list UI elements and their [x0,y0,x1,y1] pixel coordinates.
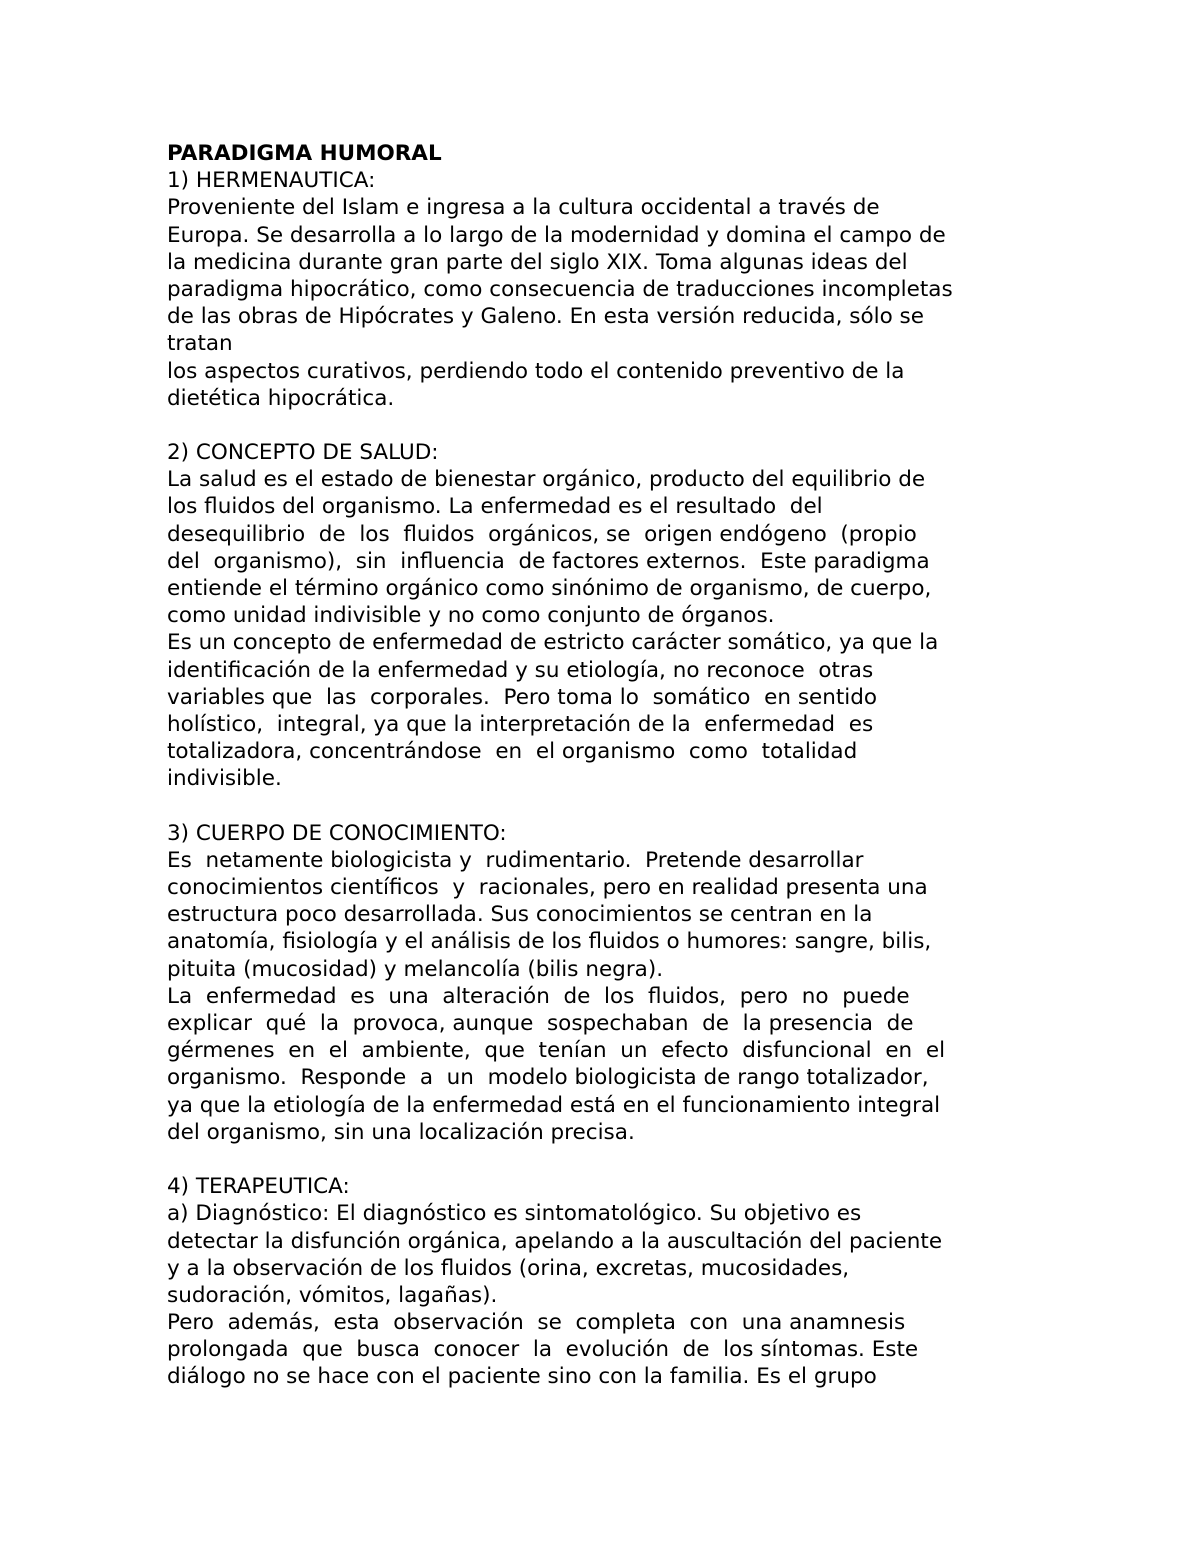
text-line: gérmenes en el ambiente, que tenían un efecto disfuncional en el [167,1038,946,1064]
text-line: conocimientos científicos y racionales, pero en realidad presenta una [167,875,928,901]
text-line: Es netamente biologicista y rudimentario. Pretende desarrollar [167,847,864,873]
text-line: dietética hipocrática. [167,385,395,411]
text-line: Europa. Se desarrolla a lo largo de la modernidad y domina el campo de [167,222,946,248]
text-line: y a la observación de los fluidos (orina, excretas, mucosidades, [167,1255,850,1281]
text-line: como unidad indivisible y no como conjunto de órganos. [167,603,775,629]
text-line: La enfermedad es una alteración de los fluidos, pero no puede [167,983,910,1009]
text-line: la medicina durante gran parte del siglo XIX. Toma algunas ideas del [167,249,908,275]
text-line: Es un concepto de enfermedad de estricto carácter somático, ya que la [167,630,939,656]
text-line: paradigma hipocrático, como consecuencia de traducciones incompletas [167,276,953,302]
document-text [167,167,1047,1390]
text-line: pituita (mucosidad) y melancolía (bilis negra). [167,956,664,982]
text-line: 1) HERMENAUTICA: [167,168,376,194]
text-line: identificación de la enfermedad y su etiología, no reconoce otras [167,657,874,683]
text-line: estructura poco desarrollada. Sus conocimientos se centran en la [167,902,873,928]
text-line: de las obras de Hipócrates y Galeno. En esta versión reducida, sólo se [167,304,924,330]
text-line: organismo. Responde a un modelo biologicista de rango totalizador, [167,1065,929,1091]
document-body [167,140,1047,1391]
text-line: 2) CONCEPTO DE SALUD: [167,440,439,466]
text-line: anatomía, fisiología y el análisis de los fluidos o humores: sangre, bilis, [167,929,932,955]
text-line: ya que la etiología de la enfermedad está en el funcionamiento integral [167,1092,941,1118]
document-title: PARADIGMA HUMORAL [167,141,442,166]
text-line: tratan [167,331,233,357]
blank-line [167,793,1047,820]
text-line: del organismo, sin una localización precisa. [167,1119,635,1145]
text-line: prolongada que busca conocer la evolución de los síntomas. Este [167,1337,919,1363]
blank-line [167,1146,1047,1173]
text-line: diálogo no se hace con el paciente sino con la familia. Es el grupo [167,1364,877,1390]
text-line: entiende el término orgánico como sinónimo de organismo, de cuerpo, [167,576,932,601]
text-line: los aspectos curativos, perdiendo todo el contenido preventivo de la [167,358,905,384]
text-line: totalizadora, concentrándose en el organismo como totalidad [167,739,858,765]
text-line: indivisible. [167,766,282,792]
text-line: los fluidos del organismo. La enfermedad es el resultado del [167,494,823,520]
text-line: Proveniente del Islam e ingresa a la cultura occidental a través de [167,195,880,221]
text-line: sudoración, vómitos, lagañas). [167,1282,498,1308]
text-line: Pero además, esta observación se completa con una anamnesis [167,1310,906,1336]
blank-line [167,412,1047,439]
text-line: detectar la disfunción orgánica, apelando a la auscultación del paciente [167,1228,943,1254]
text-line: holístico, integral, ya que la interpretación de la enfermedad es [167,711,874,737]
text-line: variables que las corporales. Pero toma lo somático en sentido [167,684,878,710]
text-line: explicar qué la provoca, aunque sospechaban de la presencia de [167,1011,914,1036]
text-line: desequilibrio de los fluidos orgánicos, se origen endógeno (propio [167,521,917,547]
text-line: 4) TERAPEUTICA: [167,1174,350,1200]
text-line: La salud es el estado de bienestar orgánico, producto del equilibrio de [167,467,926,493]
text-line: a) Diagnóstico: El diagnóstico es sintomatológico. Su objetivo es [167,1201,862,1227]
text-line: del organismo), sin influencia de factores externos. Este paradigma [167,548,930,574]
text-line: 3) CUERPO DE CONOCIMIENTO: [167,820,507,846]
